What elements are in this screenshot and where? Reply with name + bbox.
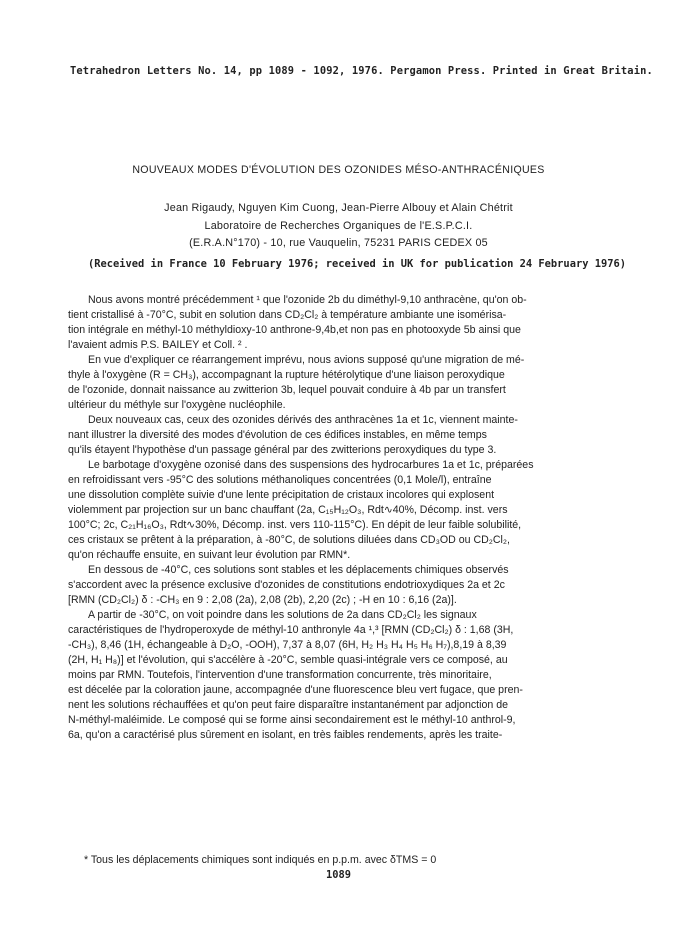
body-line: [RMN (CD₂Cl₂) δ : -CH₃ en 9 : 2,08 (2a), 2,08 (2b), 2,20 (2c) ; -H en 10 : 6,16 (2a)]. [68,594,457,606]
body-line: A partir de -30°C, on voit poindre dans les solutions de 2a dans CD₂Cl₂ les signaux [88,609,477,621]
body-line: nent les solutions réchauffées et qu'on peut faire disparaître instantanément par adjonction de [68,699,508,711]
body-line: ces cristaux se prêtent à la préparation, à -80°C, de solutions diluées dans CD₃OD ou CD₂Cl₂, [68,534,510,546]
body-line: moins par RMN. Toutefois, l'intervention d'une transformation concurrente, très minoritaire, [68,669,492,681]
body-line: -CH₃), 8,46 (1H, échangeable à D₂O, -OOH), 7,37 à 8,07 (6H, H₂ H₃ H₄ H₅ H₆ H₇),8,19 à 8,39 [68,639,507,651]
body-line: une dissolution complète suivie d'une lente précipitation de cristaux incolores qui explosent [68,489,495,501]
body-line: ultérieur du méthyle sur l'oxygène nucléophile. [68,399,286,411]
body-line: est décelée par la coloration jaune, accompagnée d'une fluorescence bleu vert fugace, que pren- [68,684,523,696]
body-line: Nous avons montré précédemment ¹ que l'ozonide 2b du diméthyl-9,10 anthracène, qu'on ob- [88,294,527,306]
footnote: * Tous les déplacements chimiques sont indiqués en p.p.m. avec δTMS = 0 [84,854,437,866]
body-line: s'accordent avec la présence exclusive d'ozonides de constitutions endotrioxydiques 2a et 2c [68,579,505,591]
author-block [0,200,677,253]
body-line: en refroidissant vers -95°C des solutions méthanoliques concentrées (0,1 Mole/l), entraîne [68,474,492,486]
body-line: Deux nouveaux cas, ceux des ozonides dérivés des anthracènes 1a et 1c, viennent mainte- [88,414,518,426]
article-title: NOUVEAUX MODES D'ÉVOLUTION DES OZONIDES MÉSO-ANTHRACÉNIQUES [132,164,545,176]
body-line: (2H, H₁ H₈)] et l'évolution, qui s'accélère à -20°C, semble quasi-intégrale vers ce composé, au [68,654,508,666]
body-line: 6a, qu'on a caractérisé plus sûrement en isolant, en très faibles rendements, après les traite- [68,729,503,741]
body-line: qu'on réchauffe ensuite, en suivant leur évolution par RMN*. [68,549,351,561]
body-line: caractéristiques de l'hydroperoxyde de méthyl-10 anthronyle 4a ¹,³ [RMN (CD₂Cl₂) δ : 1,68 (3H, [68,624,514,636]
body-line: nant illustrer la diversité des modes d'évolution de ces édifices instables, en même temps [68,429,487,441]
body-line: violemment par projection sur un banc chauffant (2a, C₁₅H₁₂O₃, Rdt∿40%, Décomp. inst. vers [68,504,508,516]
page-number: 1089 [325,869,352,881]
author-names: Jean Rigaudy, Nguyen Kim Cuong, Jean-Pierre Albouy et Alain Chétrit [164,202,513,214]
body-line: Le barbotage d'oxygène ozonisé dans des suspensions des hydrocarbures 1a et 1c, préparées [88,459,534,471]
body-line: N-méthyl-maléimide. Le composé qui se forme ainsi secondairement est le méthyl-10 anthrol-9, [68,714,516,726]
affiliation-line-1: Laboratoire de Recherches Organiques de l'E.S.P.C.I. [204,219,473,232]
body-line: l'avaient admis P.S. BAILEY et Coll. ² . [68,339,248,351]
journal-citation-header: Tetrahedron Letters No. 14, pp 1089 - 1092, 1976. Pergamon Press. Printed in Great Britain. [70,65,653,77]
affiliation-line-2: (E.R.A.N°170) - 10, rue Vauquelin, 75231 PARIS CEDEX 05 [189,237,488,249]
body-line: En dessous de -40°C, ces solutions sont stables et les déplacements chimiques observés [88,564,509,576]
article-body [68,293,614,743]
body-line: tion intégrale en méthyl-10 méthyldioxy-10 anthrone-9,4b,et non pas en photooxyde 5b ainsi que [68,324,521,336]
body-line: qu'ils étayent l'hypothèse d'un passage général par des zwitterions peroxydiques du type 3. [68,444,497,456]
body-line: tient cristallisé à -70°C, subit en solution dans CD₂Cl₂ à température ambiante une isomérisa- [68,309,507,321]
received-dates: (Received in France 10 February 1976; received in UK for publication 24 February 1976) [88,258,626,270]
body-line: En vue d'expliquer ce réarrangement imprévu, nous avions supposé qu'une migration de mé- [88,354,525,366]
body-line: 100°C; 2c, C₂₁H₁₆O₃, Rdt∿30%, Décomp. inst. vers 110-115°C). En dépit de leur faible solubilité, [68,519,522,531]
body-line: de l'ozonide, donnait naissance au zwitterion 3b, lequel pouvait conduire à 4b par un transfert [68,384,506,396]
body-line: thyle à l'oxygène (R = CH₃), accompagnant la rupture hétérolytique d'une liaison peroxydique [68,369,505,381]
